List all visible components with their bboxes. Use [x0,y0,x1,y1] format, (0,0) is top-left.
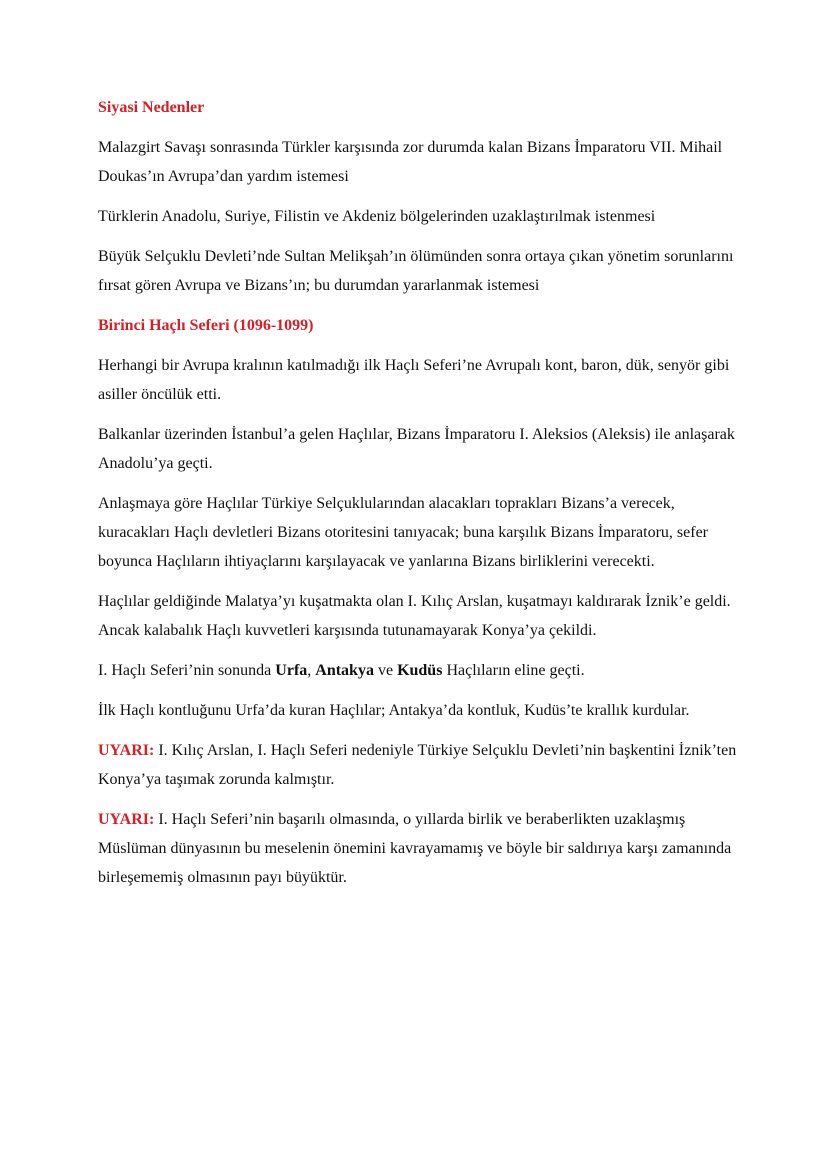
cities-prefix: I. Haçlı Seferi’nin sonunda [98,662,276,679]
document-page [98,93,738,903]
warning-label: UYARI: [98,811,155,828]
paragraph: Haçlılar geldiğinde Malatya’yı kuşatmakta olan I. Kılıç Arslan, kuşatmayı kaldırarak İznik’e geldi. Ancak kalabalık Haçlı kuvvetleri karşısında tutunamayarak Konya’ya çekildi. [98,593,731,639]
cities-paragraph [98,656,738,685]
paragraph: Balkanlar üzerinden İstanbul’a gelen Haçlılar, Bizans İmparatoru I. Aleksios (Aleksis) ile anlaşarak Anadolu’ya geçti. [98,426,735,472]
city-antakya: Antakya [315,662,374,679]
city-urfa: Urfa [275,662,308,679]
warning-text: I. Kılıç Arslan, I. Haçlı Seferi nedeniyle Türkiye Selçuklu Devleti’nin başkentini İznik’ten Konya’ya taşımak zorunda kalmıştır. [98,742,737,788]
paragraph: Herhangi bir Avrupa kralının katılmadığı ilk Haçlı Seferi’ne Avrupalı kont, baron, dük, senyör gibi asiller öncülük etti. [98,357,730,403]
warning-text: I. Haçlı Seferi’nin başarılı olmasında, o yıllarda birlik ve beraberlikten uzaklaşmış Müslüman dünyasının bu meselenin önemini kavrayamamış ve böyle bir saldırıya karşı zamanında birleşememiş olmasının payı büyüktür. [98,811,732,886]
city-kudus: Kudüs [397,662,443,679]
paragraph: İlk Haçlı kontluğunu Urfa’da kuran Haçlılar; Antakya’da kontluk, Kudüs’te krallık kurdular. [98,702,690,719]
section-heading-siyasi-nedenler: Siyasi Nedenler [98,99,205,116]
cities-separator: ve [373,662,398,679]
warning-paragraph [98,805,738,892]
cities-suffix: Haçlıların eline geçti. [442,662,585,679]
warning-label: UYARI: [98,742,155,759]
cities-separator: , [307,662,316,679]
paragraph: Anlaşmaya göre Haçlılar Türkiye Selçuklularından alacakları toprakları Bizans’a verecek, kuracakları Haçlı devletleri Bizans otoritesini tanıyacak; buna karşılık Bizans İmparatoru, sefer boyunca Haçlıların ihtiyaçlarını karşılayacak ve yanlarına Bizans birliklerini verecekti. [98,495,708,570]
section-heading-birinci-hacli-seferi: Birinci Haçlı Seferi (1096-1099) [98,317,314,334]
warning-paragraph [98,736,738,794]
paragraph: Büyük Selçuklu Devleti’nde Sultan Melikşah’ın ölümünden sonra ortaya çıkan yönetim sorunlarını fırsat gören Avrupa ve Bizans’ın; bu durumdan yararlanmak istemesi [98,248,734,294]
paragraph: Malazgirt Savaşı sonrasında Türkler karşısında zor durumda kalan Bizans İmparatoru VII. Mihail Doukas’ın Avrupa’dan yardım istemesi [98,139,723,185]
paragraph: Türklerin Anadolu, Suriye, Filistin ve Akdeniz bölgelerinden uzaklaştırılmak istenmesi [98,208,656,225]
